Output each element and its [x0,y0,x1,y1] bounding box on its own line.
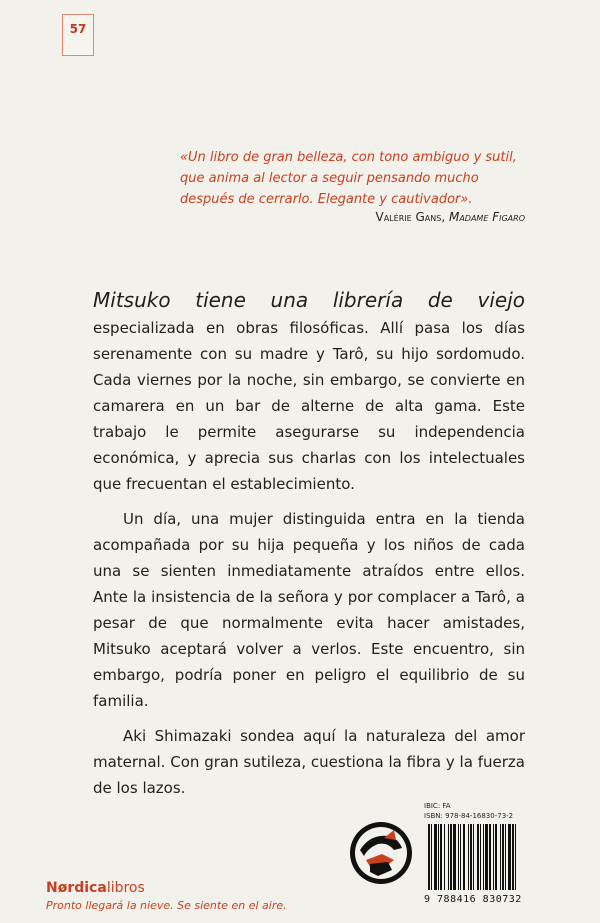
quote-author: Valérie Gans [375,210,442,224]
ibic-code: IBIC: FA [424,802,451,810]
synopsis-lead: Mitsuko tiene una librería de viejo [93,288,525,312]
barcode-block [424,802,556,912]
review-quote: «Un libro de gran belleza, con tono ambiguo y sutil, que anima al lector a seguir pensando mucho después de cerrarlo. Elegante y cautivador». [180,150,517,207]
publisher-brand: Nørdica [46,880,107,896]
publisher-suffix: libros [106,880,145,896]
quote-attribution: Valérie Gans, Madame Figaro [375,210,525,224]
page-number-box [62,14,94,56]
barcode-icon [424,824,556,892]
page-number: 57 [69,22,87,36]
publisher-logo [46,880,145,896]
synopsis-paragraph-1 [93,287,525,497]
synopsis [93,287,525,810]
publisher-tagline: Pronto llegará la nieve. Se siente en el aire. [46,899,287,912]
synopsis-paragraph-3: Aki Shimazaki sondea aquí la naturaleza del amor maternal. Con gran sutileza, cuestiona la fibra y la fuerza de los lazos. [93,727,525,797]
publisher-stamp-icon [348,820,414,886]
synopsis-p1-rest: especializada en obras filosóficas. Allí pasa los días serenamente con su madre y Tarô, su hijo sordomudo. Cada viernes por la noche, sin embargo, se convierte en camarera en un bar de alterne de alta gama. Este trabajo le permite asegurarse su independencia económica, y aprecia sus charlas con los intelectuales que frecuentan el establecimiento. [93,319,525,493]
barcode-number: 9 788416 830732 [424,894,522,905]
synopsis-paragraph-2: Un día, una mujer distinguida entra en la tienda acompañada por su hija pequeña y los niños de cada una se sienten inmediatamente atraídos entre ellos. Ante la insistencia de la señora y por complacer a Tarô, a pesar de que normalmente evita hacer amistades, Mitsuko aceptará volver a verlos. Este encuentro, sin embargo, podría poner en peligro el equilibrio de su familia. [93,510,525,710]
quote-publication: Madame Figaro [448,210,525,224]
isbn-code: ISBN: 978-84-16830-73-2 [424,812,514,820]
